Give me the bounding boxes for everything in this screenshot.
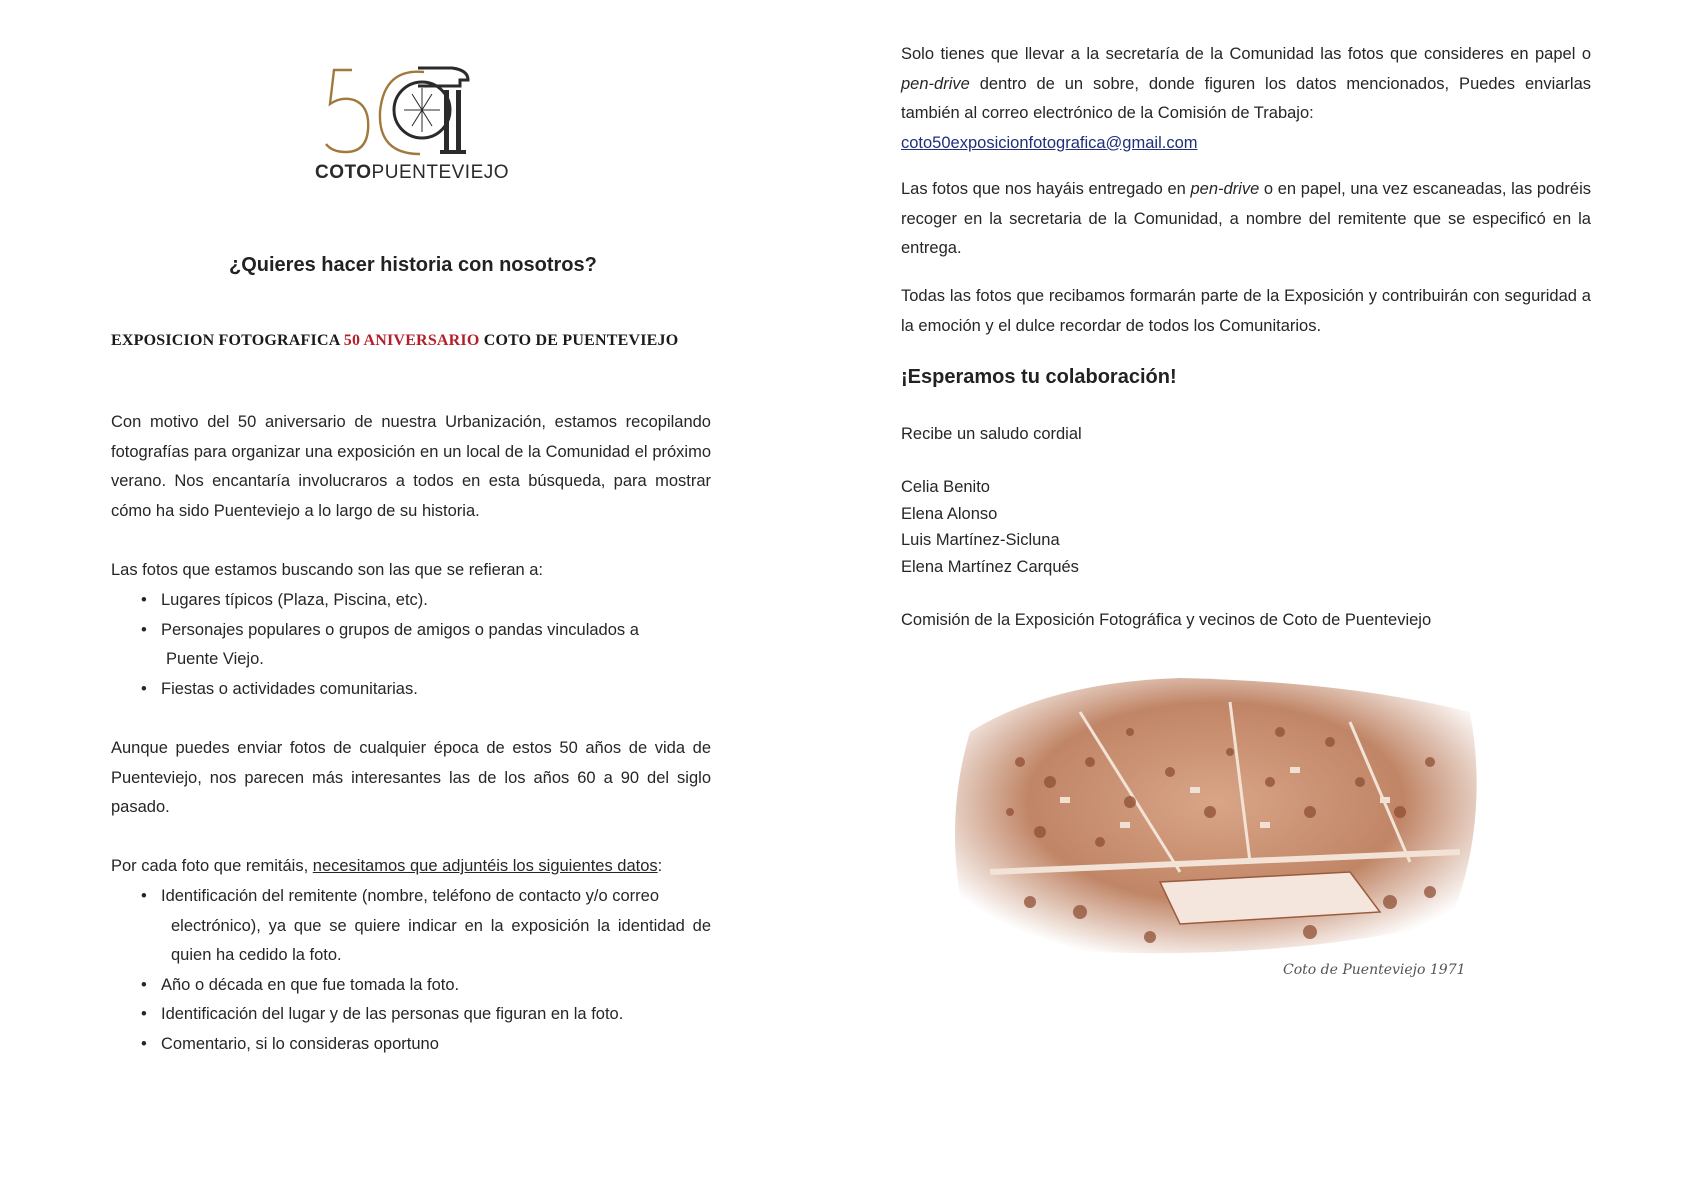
era-paragraph: Aunque puedes enviar fotos de cualquier época de estos 50 años de vida de Puenteviejo, nos parecen más interesantes las de los años 60 a 90 del siglo pasado. (111, 739, 711, 816)
intro-paragraph: Con motivo del 50 aniversario de nuestra Urbanización, estamos recopilando fotografías para organizar una exposición en un local de la Comunidad el próximo verano. Nos encantaría involucraros a todos en esta búsqueda, para mostrar cómo ha sido Puenteviejo a lo largo de su historia. (111, 413, 711, 520)
list-item: • Año o década en que fue tomada la foto. (111, 971, 711, 1001)
logo-wordmark: COTOPUENTEVIEJO (315, 162, 510, 183)
signer-name: Elena Alonso (901, 504, 998, 523)
required-data-list (111, 882, 711, 1059)
list-item: • Lugares típicos (Plaza, Piscina, etc). (111, 586, 711, 616)
headline-question: ¿Quieres hacer historia con nosotros? (229, 254, 597, 276)
list-item: • Comentario, si lo consideras oportuno (111, 1030, 711, 1060)
pickup-paragraph: Las fotos que nos hayáis entregado en pen-drive o en papel, una vez escaneadas, las podréis recoger en la secretaria de la Comunidad, a nombre del remitente que se especificó en la entrega. (901, 180, 1591, 257)
list-item: • Identificación del lugar y de las personas que figuran en la foto. (111, 1000, 711, 1030)
call-to-action: ¡Esperamos tu colaboración! (901, 366, 1177, 388)
topics-list (111, 586, 711, 704)
exhibition-paragraph: Todas las fotos que recibamos formarán parte de la Exposición y contribuirán con seguridad a la emoción y el dulce recordar de todos los Comunitarios. (901, 287, 1591, 335)
delivery-paragraph: Solo tienes que llevar a la secretaría de la Comunidad las fotos que consideres en papel o pen-drive dentro de un sobre, donde figuren los datos mencionados, Puedes enviarlas también al correo electrónico de la Comisión de Trabajo: coto50exposicionfotografica@gmail.com (901, 45, 1591, 152)
exhibition-title: EXPOSICION FOTOGRAFICA 50 ANIVERSARIO COTO DE PUENTEVIEJO (111, 332, 679, 349)
signer-name: Luis Martínez-Sicluna (901, 531, 1060, 549)
signer-name: Celia Benito (901, 478, 990, 496)
photo-caption: Coto de Puenteviejo 1971 (1283, 962, 1466, 978)
committee-signature: Comisión de la Exposición Fotográfica y vecinos de Coto de Puenteviejo (901, 611, 1432, 629)
signers-list (901, 474, 1591, 580)
list-item: • Fiestas o actividades comunitarias. (111, 675, 711, 705)
list-item: • Personajes populares o grupos de amigos o pandas vinculados a Puente Viejo. (111, 616, 711, 675)
signer-name: Elena Martínez Carqués (901, 557, 1079, 576)
data-paragraph: Por cada foto que remitáis, necesitamos que adjuntéis los siguientes datos: (111, 857, 663, 875)
greeting: Recibe un saludo cordial (901, 425, 1082, 443)
aerial-photo-1971 (930, 672, 1500, 982)
list-item: • Identificación del remitente (nombre, teléfono de contacto y/o correo electrónico), ya que se quiere indicar en la exposición la identidad de quien ha cedido la foto. (111, 882, 711, 971)
searching-paragraph: Las fotos que estamos buscando son las que se refieran a: (111, 561, 544, 579)
email-link[interactable]: coto50exposicionfotografica@gmail.com (901, 133, 1198, 152)
